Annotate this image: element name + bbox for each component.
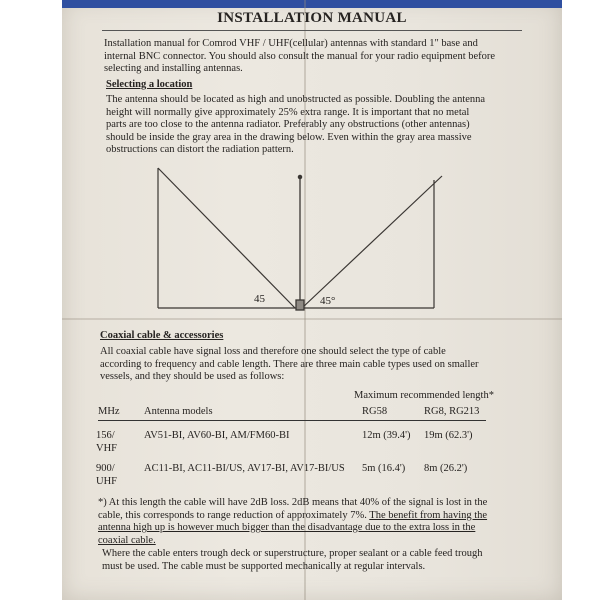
row-uhf-models: AC11-BI, AC11-BI/US, AV17-BI, AV17-BI/US: [144, 463, 345, 474]
row-vhf-band-name: VHF: [96, 443, 118, 454]
footnote: [98, 497, 490, 547]
row-vhf-models: AV51-BI, AV60-BI, AM/FM60-BI: [144, 430, 290, 441]
intro-paragraph: Installation manual for Comrod VHF / UHF(cellular) antennas with standard 1" base and internal BNC connector. You should also consult the manual for your radio equipment before selecting and installing antennas.: [104, 38, 496, 74]
angle-label-right: 45°: [320, 295, 336, 307]
manual-page: [62, 0, 562, 600]
row-vhf-rg8: 19m (62.3'): [424, 430, 473, 441]
location-paragraph: The antenna should be located as high and unobstructed as possible. Doubling the antenna height will normally give approximately 25% extra range. It is important that no metal parts are too close to the antenna radiator. Preferably any obstructions (other antennas) should be inside the gray area in the drawing below. Even within the gray area massive obstructions can distort the radiation pattern.: [106, 94, 486, 155]
footnote-emphasis: The benefit from having the antenna high up is however much bigger than the disadvantage due to the extra loss in the coaxial cable.: [98, 509, 488, 546]
title-rule: [102, 30, 522, 31]
angle-label-left: 45: [254, 293, 265, 305]
section-heading-location: Selecting a location: [106, 79, 193, 90]
table-header-models: Antenna models: [144, 406, 213, 417]
footnote-text: *) At this length the cable will have 2dB loss. 2dB means that 40% of the signal is lost in the cable, this corresponds to range reduction of approximately 7%.: [98, 497, 488, 521]
table-header-rg58: RG58: [362, 406, 388, 417]
cable-paragraph: All coaxial cable have signal loss and therefore one should select the type of cable according to frequency and cable length. There are three main cable types used on smaller vessels, and they should be used as follows:: [100, 346, 479, 382]
row-uhf-band: 900/: [96, 463, 115, 474]
table-header-rule: [98, 420, 486, 421]
table-group-header: Maximum recommended length*: [354, 390, 494, 401]
antenna-radiator: [296, 175, 304, 310]
radiation-diagram: [62, 140, 562, 320]
row-vhf-rg58: 12m (39.4'): [362, 430, 411, 441]
diagram-frame: [158, 168, 434, 308]
row-uhf-rg8: 8m (26.2'): [424, 463, 468, 474]
table-header-rg8: RG8, RG213: [424, 406, 480, 417]
section-heading-cable: Coaxial cable & accessories: [100, 330, 224, 341]
row-uhf-band-name: UHF: [96, 476, 118, 487]
table-header-mhz: MHz: [98, 406, 120, 417]
closing-paragraph: Where the cable enters trough deck or superstructure, proper sealant or a cable feed trough must be used. The cable must be supported mechanically at regular intervals.: [102, 548, 483, 572]
row-uhf-rg58: 5m (16.4'): [362, 463, 406, 474]
page-title: INSTALLATION MANUAL: [217, 10, 407, 26]
header-blue-bar: [62, 0, 562, 8]
row-vhf-band: 156/: [96, 430, 115, 441]
